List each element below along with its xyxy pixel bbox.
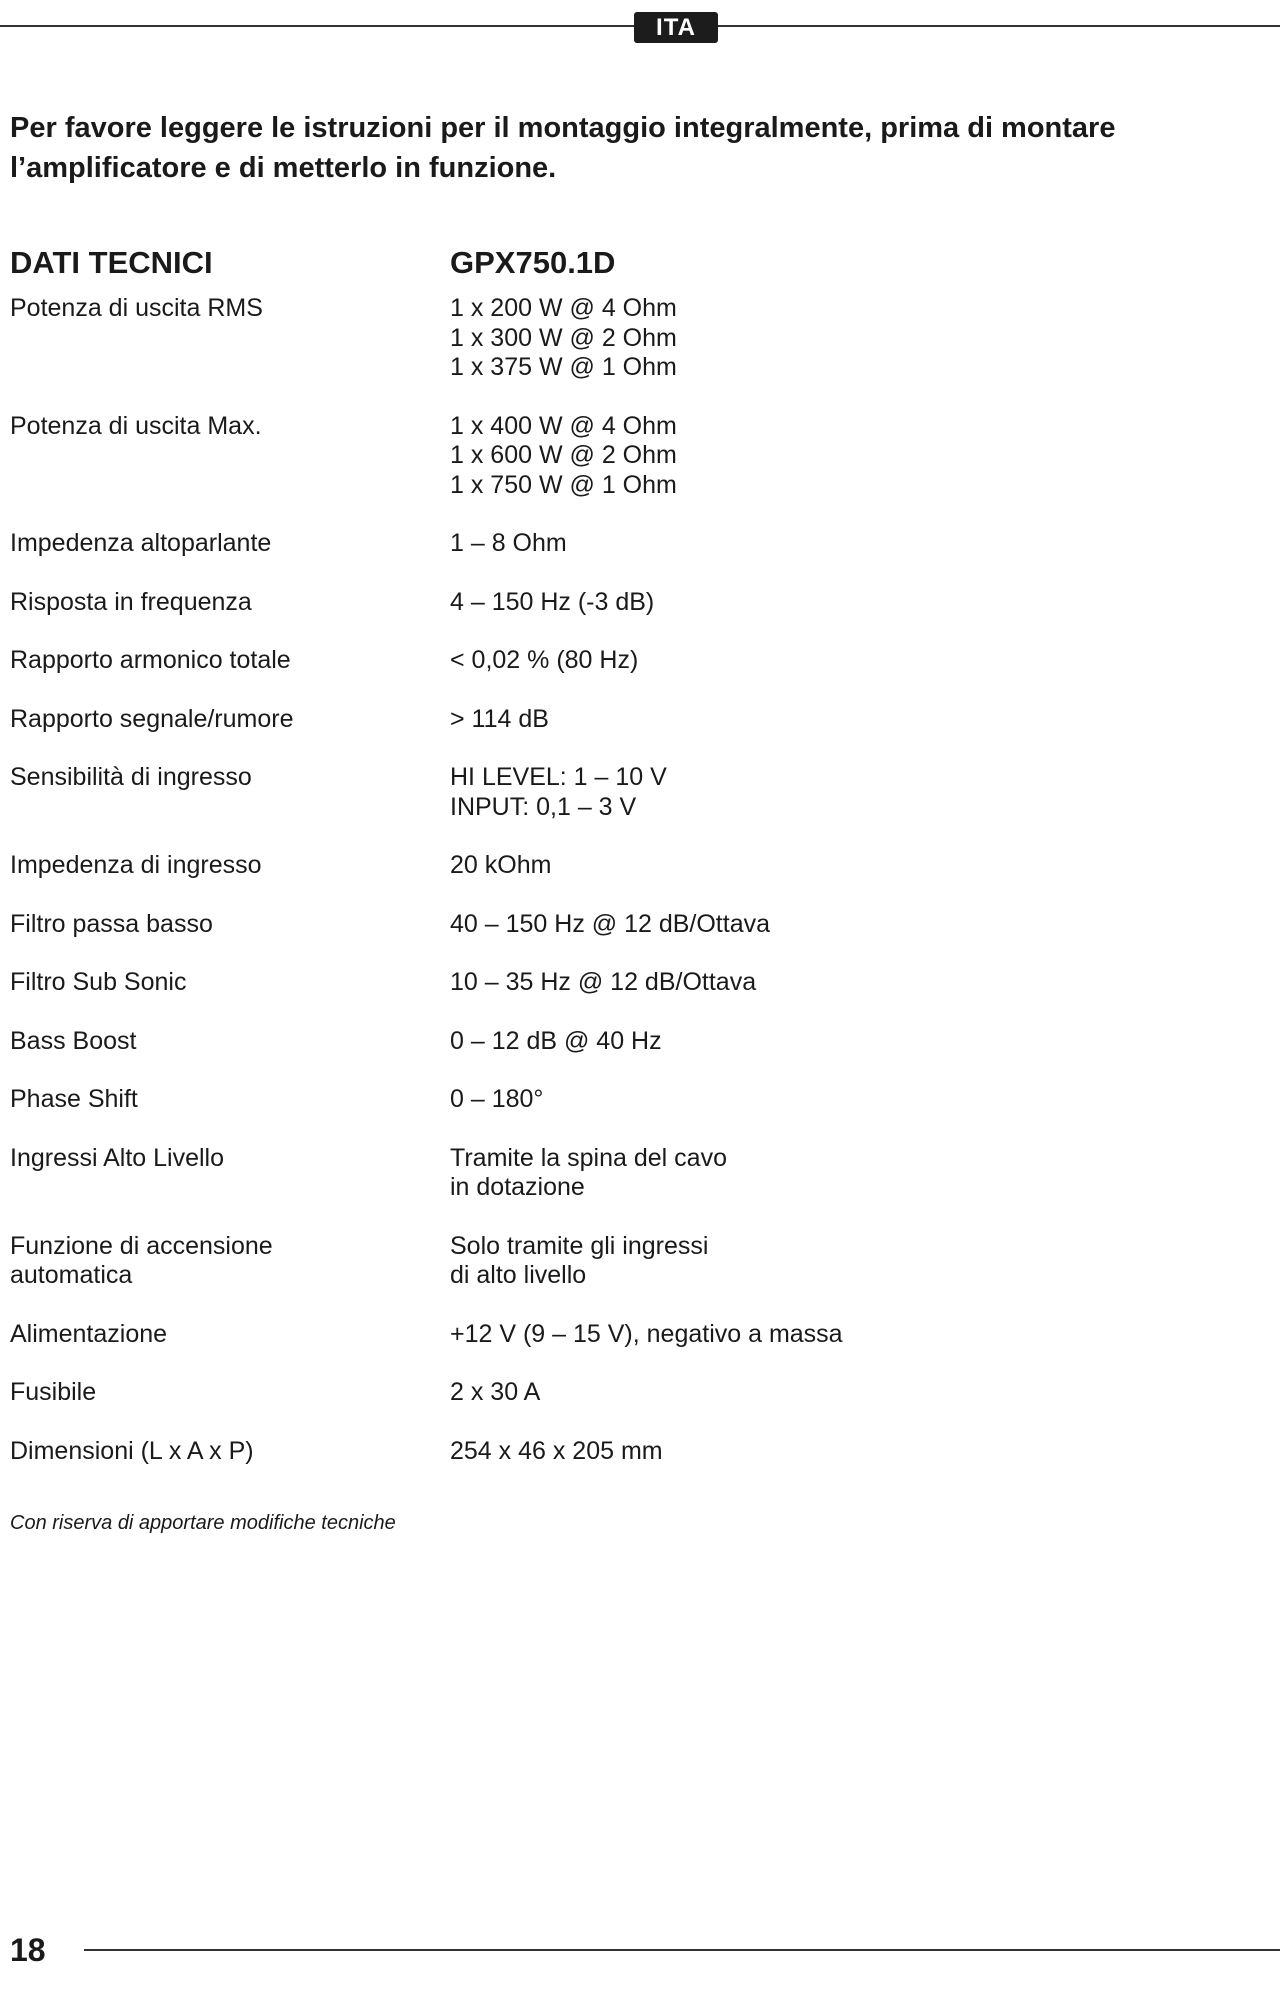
spec-value-line: 1 x 750 W @ 1 Ohm	[450, 470, 677, 499]
spec-label	[10, 1027, 450, 1057]
spec-values	[450, 1232, 708, 1291]
spec-values	[450, 763, 667, 822]
bottom-rule	[84, 1949, 1280, 1951]
spec-value-line: 2 x 30 A	[450, 1378, 541, 1406]
specs-title: DATI TECNICI	[10, 245, 213, 280]
spec-label	[10, 1378, 450, 1408]
spec-value-line: > 114 dB	[450, 704, 549, 733]
spec-row	[10, 646, 1210, 676]
spec-value-line: 1 x 200 W @ 4 Ohm	[450, 294, 677, 322]
intro-text: Per favore leggere le istruzioni per il montaggio integralmente, prima di montare l’amplificatore e di metterlo in funzione.	[10, 112, 1116, 184]
spec-label	[10, 851, 450, 881]
spec-label-line: Rapporto segnale/rumore	[10, 704, 294, 733]
spec-values	[450, 646, 638, 676]
spec-value-line: di alto livello	[450, 1261, 587, 1289]
spec-value-line: in dotazione	[450, 1173, 585, 1201]
spec-row	[10, 910, 1210, 940]
spec-label-line: Dimensioni (L x A x P)	[10, 1436, 254, 1465]
spec-values	[450, 1027, 662, 1057]
spec-values	[450, 910, 770, 940]
spec-label-line: Sensibilità di ingresso	[10, 763, 252, 791]
spec-row	[10, 412, 1210, 501]
spec-value-line: 10 – 35 Hz @ 12 dB/Ottava	[450, 968, 757, 996]
spec-label	[10, 763, 450, 822]
page-number: 18	[10, 1932, 46, 1968]
spec-label	[10, 529, 450, 559]
spec-label	[10, 1144, 450, 1203]
spec-value-line: 1 x 400 W @ 4 Ohm	[450, 411, 677, 440]
spec-value-line: 254 x 46 x 205 mm	[450, 1436, 663, 1465]
spec-value-line: 20 kOhm	[450, 851, 552, 879]
spec-label-line: Funzione di accensione	[10, 1231, 273, 1260]
spec-label	[10, 412, 450, 501]
spec-row	[10, 588, 1210, 618]
spec-label-line: Potenza di uscita RMS	[10, 294, 263, 322]
spec-label	[10, 1437, 450, 1467]
spec-label-line: automatica	[10, 1261, 133, 1289]
spec-value-line: 40 – 150 Hz @ 12 dB/Ottava	[450, 909, 771, 938]
spec-values	[450, 529, 567, 559]
spec-label	[10, 294, 450, 383]
spec-value-line: INPUT: 0,1 – 3 V	[450, 792, 637, 821]
spec-label-line: Risposta in frequenza	[10, 587, 252, 616]
spec-label	[10, 1085, 450, 1115]
spec-row	[10, 1144, 1210, 1203]
spec-label	[10, 968, 450, 998]
spec-row	[10, 1085, 1210, 1115]
spec-label-line: Ingressi Alto Livello	[10, 1143, 225, 1172]
spec-label-line: Alimentazione	[10, 1319, 168, 1348]
spec-label-line: Filtro passa basso	[10, 909, 213, 938]
spec-row	[10, 1437, 1210, 1467]
spec-values	[450, 294, 677, 383]
spec-row	[10, 968, 1210, 998]
spec-values	[450, 1144, 727, 1203]
spec-label	[10, 588, 450, 618]
spec-label	[10, 1320, 450, 1350]
footnote: Con riserva di apportare modifiche tecniche	[10, 1512, 396, 1534]
spec-value-line: 1 x 600 W @ 2 Ohm	[450, 441, 677, 469]
spec-values	[450, 1320, 843, 1350]
spec-label-line: Impedenza altoparlante	[10, 529, 272, 557]
language-badge: ITA	[634, 12, 718, 43]
spec-label	[10, 910, 450, 940]
spec-value-line: 1 x 300 W @ 2 Ohm	[450, 323, 677, 352]
spec-value-line: < 0,02 % (80 Hz)	[450, 646, 639, 674]
spec-values	[450, 412, 677, 501]
spec-value-line: Solo tramite gli ingressi	[450, 1231, 709, 1260]
spec-value-line: +12 V (9 – 15 V), negativo a massa	[450, 1319, 843, 1348]
spec-row	[10, 851, 1210, 881]
spec-values	[450, 851, 551, 881]
spec-value-line: 1 x 375 W @ 1 Ohm	[450, 353, 677, 381]
spec-row	[10, 1027, 1210, 1057]
spec-value-line: 1 – 8 Ohm	[450, 529, 567, 557]
spec-values	[450, 1378, 540, 1408]
spec-row	[10, 294, 1210, 383]
spec-row	[10, 1378, 1210, 1408]
spec-values	[450, 1085, 543, 1115]
spec-label-line: Filtro Sub Sonic	[10, 968, 187, 996]
spec-values	[450, 1437, 663, 1467]
spec-table	[10, 294, 1210, 1495]
spec-row	[10, 763, 1210, 822]
spec-values	[450, 588, 654, 618]
spec-label-line: Impedenza di ingresso	[10, 851, 262, 879]
spec-value-line: Tramite la spina del cavo	[450, 1143, 727, 1172]
spec-label-line: Rapporto armonico totale	[10, 646, 291, 674]
spec-values	[450, 968, 756, 998]
spec-value-line: 0 – 12 dB @ 40 Hz	[450, 1026, 662, 1055]
spec-label-line: Fusibile	[10, 1378, 97, 1406]
spec-value-line: 4 – 150 Hz (-3 dB)	[450, 587, 655, 616]
spec-value-line: HI LEVEL: 1 – 10 V	[450, 763, 667, 791]
spec-value-line: 0 – 180°	[450, 1085, 544, 1113]
spec-row	[10, 529, 1210, 559]
spec-label-line: Bass Boost	[10, 1026, 137, 1055]
model-name: GPX750.1D	[450, 245, 616, 280]
spec-row	[10, 1320, 1210, 1350]
spec-label-line: Phase Shift	[10, 1085, 138, 1113]
spec-row	[10, 1232, 1210, 1291]
spec-label	[10, 705, 450, 735]
spec-label	[10, 1232, 450, 1291]
spec-row	[10, 705, 1210, 735]
spec-label	[10, 646, 450, 676]
spec-values	[450, 705, 549, 735]
spec-label-line: Potenza di uscita Max.	[10, 411, 262, 440]
